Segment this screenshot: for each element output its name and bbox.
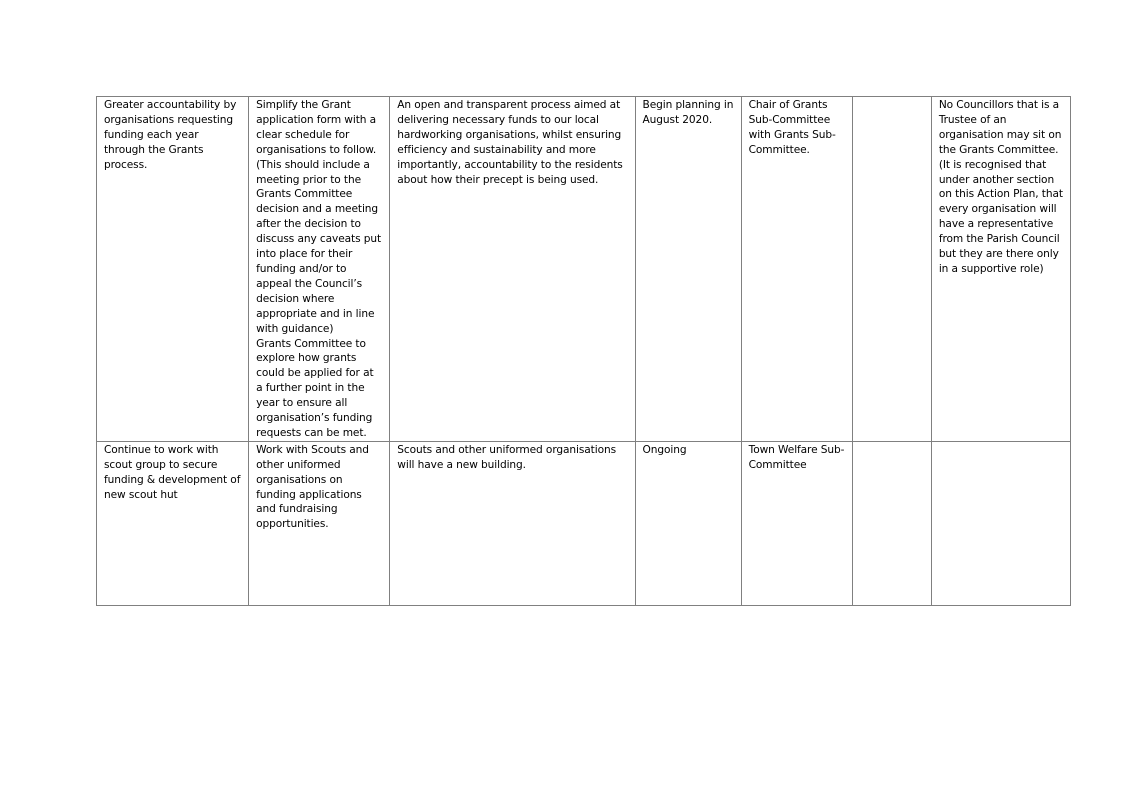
outcome-cell: [390, 97, 635, 442]
cost-cell: [852, 441, 931, 605]
timescale-text: Ongoing: [642, 443, 687, 456]
objective-text: Greater accountability by organisations requesting funding each year through the Grants process.: [104, 99, 237, 171]
objective-cell: [97, 441, 249, 605]
responsibility-text: Chair of Grants Sub-Committee with Grants Sub-Committee.: [748, 99, 836, 156]
timescale-text: Begin planning in August 2020.: [642, 99, 734, 126]
outcome-text: An open and transparent process aimed at delivering necessary funds to our local hardworking organisations, whilst ensuring efficiency and sustainability and more importantly, accountability to the residents about how their precept is being used.: [397, 99, 623, 186]
responsibility-cell: [741, 97, 852, 442]
notes-text: No Councillors that is a Trustee of an organisation may sit on the Grants Committee. (It is recognised that under another section on this Action Plan, that every organisation will have a representative from the Parish Council but they are there only in a supportive role): [938, 99, 1063, 275]
action-cell: [249, 97, 390, 442]
responsibility-cell: [741, 441, 852, 605]
action-text: Work with Scouts and other uniformed organisations on funding applications and fundraising opportunities.: [256, 443, 369, 531]
table-row: [97, 441, 1071, 605]
timescale-cell: [635, 97, 741, 442]
responsibility-text: Town Welfare Sub-Committee: [748, 443, 845, 471]
cost-cell: [852, 97, 931, 442]
notes-cell: [931, 97, 1070, 442]
action-plan-table: [96, 96, 1071, 606]
outcome-cell: [390, 441, 635, 605]
objective-text: Continue to work with scout group to secure funding & development of new scout hut: [104, 443, 241, 501]
outcome-text: Scouts and other uniformed organisations will have a new building.: [397, 443, 616, 471]
notes-cell: [931, 441, 1070, 605]
action-text: Simplify the Grant application form with a clear schedule for organisations to follow. (This should include a meeting prior to the Grants Committee decision and a meeting after the decision to discuss any caveats put into place for their funding and/or to appeal the Council’s decision where appropriate and in line with guidance) Grants Committee to explore how grants could be applied for at a further point in the year to ensure all organisation’s funding requests can be met.: [256, 99, 382, 439]
action-cell: [249, 441, 390, 605]
timescale-cell: [635, 441, 741, 605]
objective-cell: [97, 97, 249, 442]
table-row: [97, 97, 1071, 442]
